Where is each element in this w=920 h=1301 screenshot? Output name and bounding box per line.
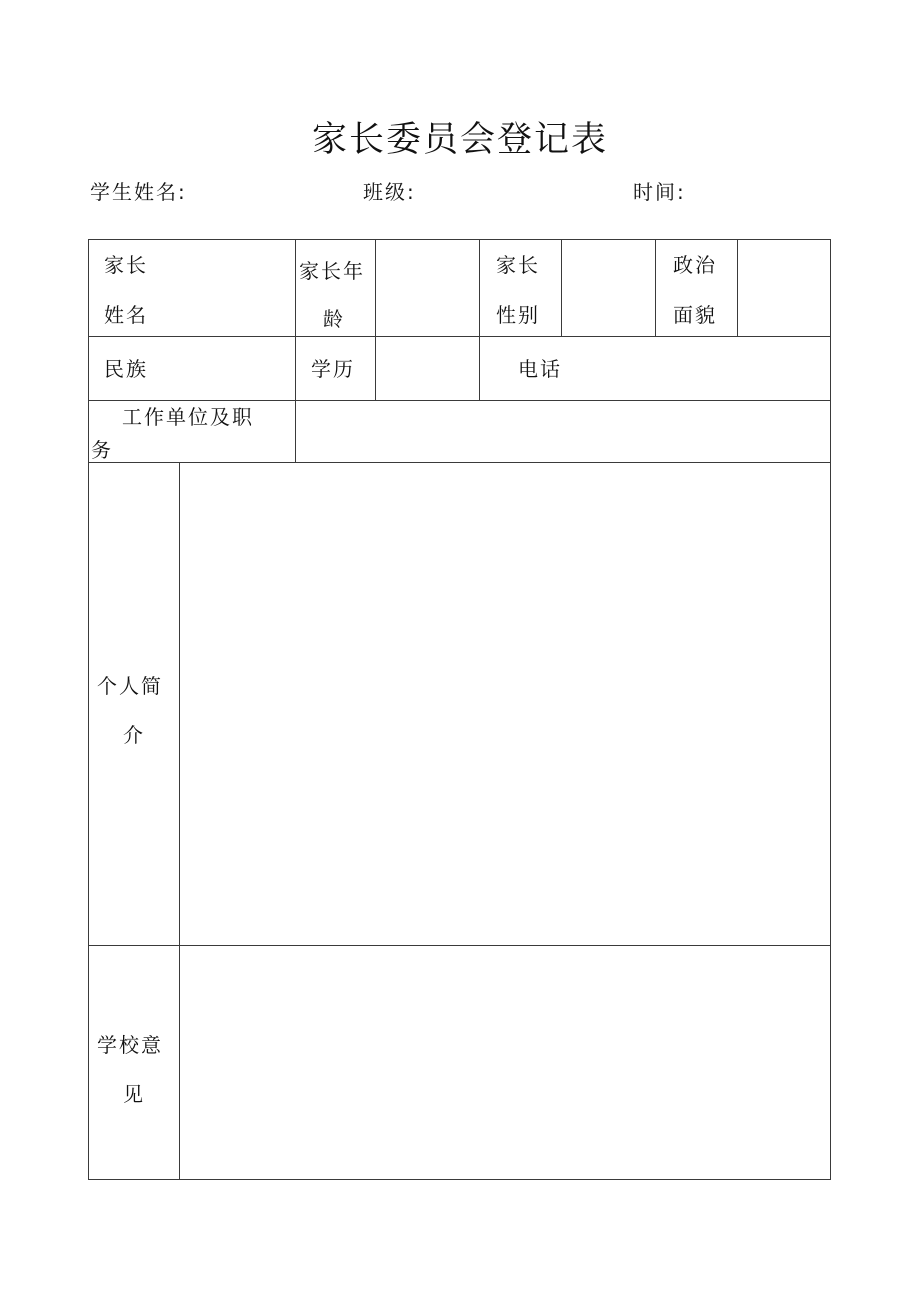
ethnicity-label: 民族 [104, 357, 148, 381]
parent-age-field[interactable] [376, 240, 479, 336]
political-status-label-line2: 面貌 [673, 303, 717, 327]
parent-name-field[interactable] [170, 240, 295, 336]
parent-gender-field[interactable] [562, 240, 655, 336]
workplace-label-line2: 务 [91, 438, 113, 462]
class-label: 班级: [363, 180, 416, 204]
political-status-label-line1: 政治 [673, 253, 717, 277]
school-opinion-field[interactable] [180, 946, 830, 1179]
student-name-label: 学生姓名: [90, 180, 187, 204]
form-title: 家长委员会登记表 [311, 120, 608, 160]
parent-name-label-line1: 家长 [104, 253, 148, 277]
workplace-field[interactable] [296, 401, 830, 462]
parent-name-label-line2: 姓名 [104, 303, 148, 327]
profile-field[interactable] [180, 463, 830, 945]
time-label: 时间: [633, 180, 686, 204]
school-opinion-label-line1: 学校意 [97, 1033, 163, 1057]
workplace-label-line1: 工作单位及职 [122, 405, 254, 429]
education-field[interactable] [376, 337, 479, 400]
parent-gender-label-line1: 家长 [496, 253, 540, 277]
parent-gender-label-line2: 性别 [496, 303, 540, 327]
education-label: 学历 [311, 357, 355, 381]
parent-age-label-line2: 龄 [323, 307, 345, 331]
ethnicity-field[interactable] [170, 337, 295, 400]
profile-label-line2: 介 [123, 723, 145, 747]
parent-age-label-line1: 家长年 [299, 259, 365, 283]
profile-label-line1: 个人简 [97, 674, 163, 698]
political-status-field[interactable] [738, 240, 830, 336]
phone-label: 电话 [518, 357, 562, 381]
phone-field[interactable] [580, 337, 830, 400]
school-opinion-label-line2: 见 [123, 1082, 145, 1106]
